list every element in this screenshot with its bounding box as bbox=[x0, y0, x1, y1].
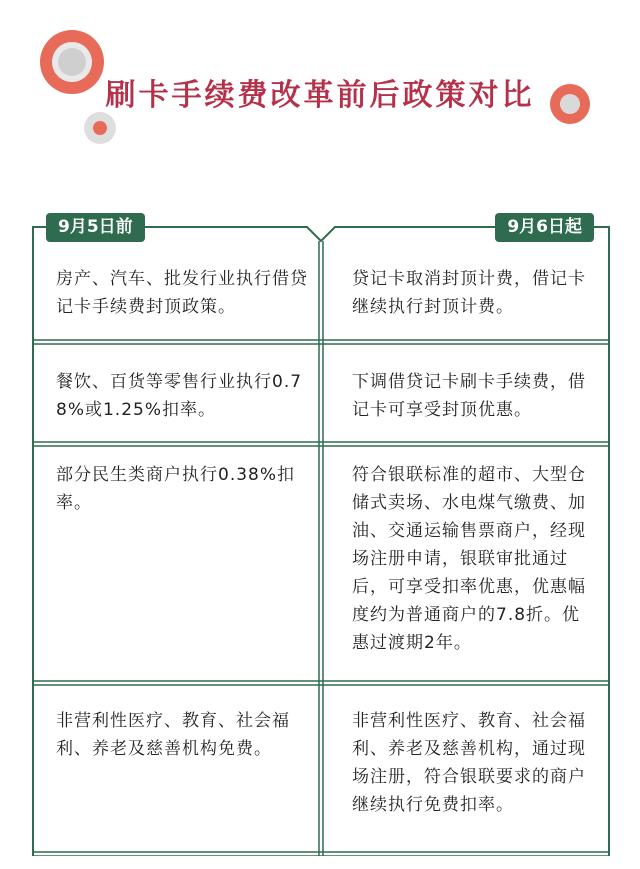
row-1-before: 房产、汽车、批发行业执行借贷记卡手续费封顶政策。 bbox=[56, 269, 308, 317]
row-3-after: 符合银联标准的超市、大型仓储式卖场、水电煤气缴费、加油、交通运输售票商户，经现场注册申请，银联审批通过后，可享受扣率优惠，优惠幅度约为普通商户的7.8折。优惠过渡期2年。 bbox=[352, 465, 586, 653]
row-4-after: 非营利性医疗、教育、社会福利、养老及慈善机构，通过现场注册，符合银联要求的商户继续执行免费扣率。 bbox=[352, 711, 586, 815]
comparison-table bbox=[32, 213, 610, 856]
row-4-before: 非营利性医疗、教育、社会福利、养老及慈善机构免费。 bbox=[56, 711, 290, 759]
column-header-before: 9月5日前 bbox=[46, 213, 145, 242]
row-2-before: 餐饮、百货等零售行业执行0.78%或1.25%扣率。 bbox=[56, 372, 303, 420]
row-1-after: 贷记卡取消封顶计费，借记卡继续执行封顶计费。 bbox=[352, 269, 586, 317]
row-3-before: 部分民生类商户执行0.38%扣率。 bbox=[56, 465, 296, 513]
row-2-after: 下调借贷记卡刷卡手续费，借记卡可享受封顶优惠。 bbox=[352, 372, 586, 420]
page-title: 刷卡手续费改革前后政策对比 bbox=[105, 78, 535, 113]
column-header-after: 9月6日起 bbox=[495, 213, 594, 242]
decor-circle-small bbox=[84, 112, 116, 144]
